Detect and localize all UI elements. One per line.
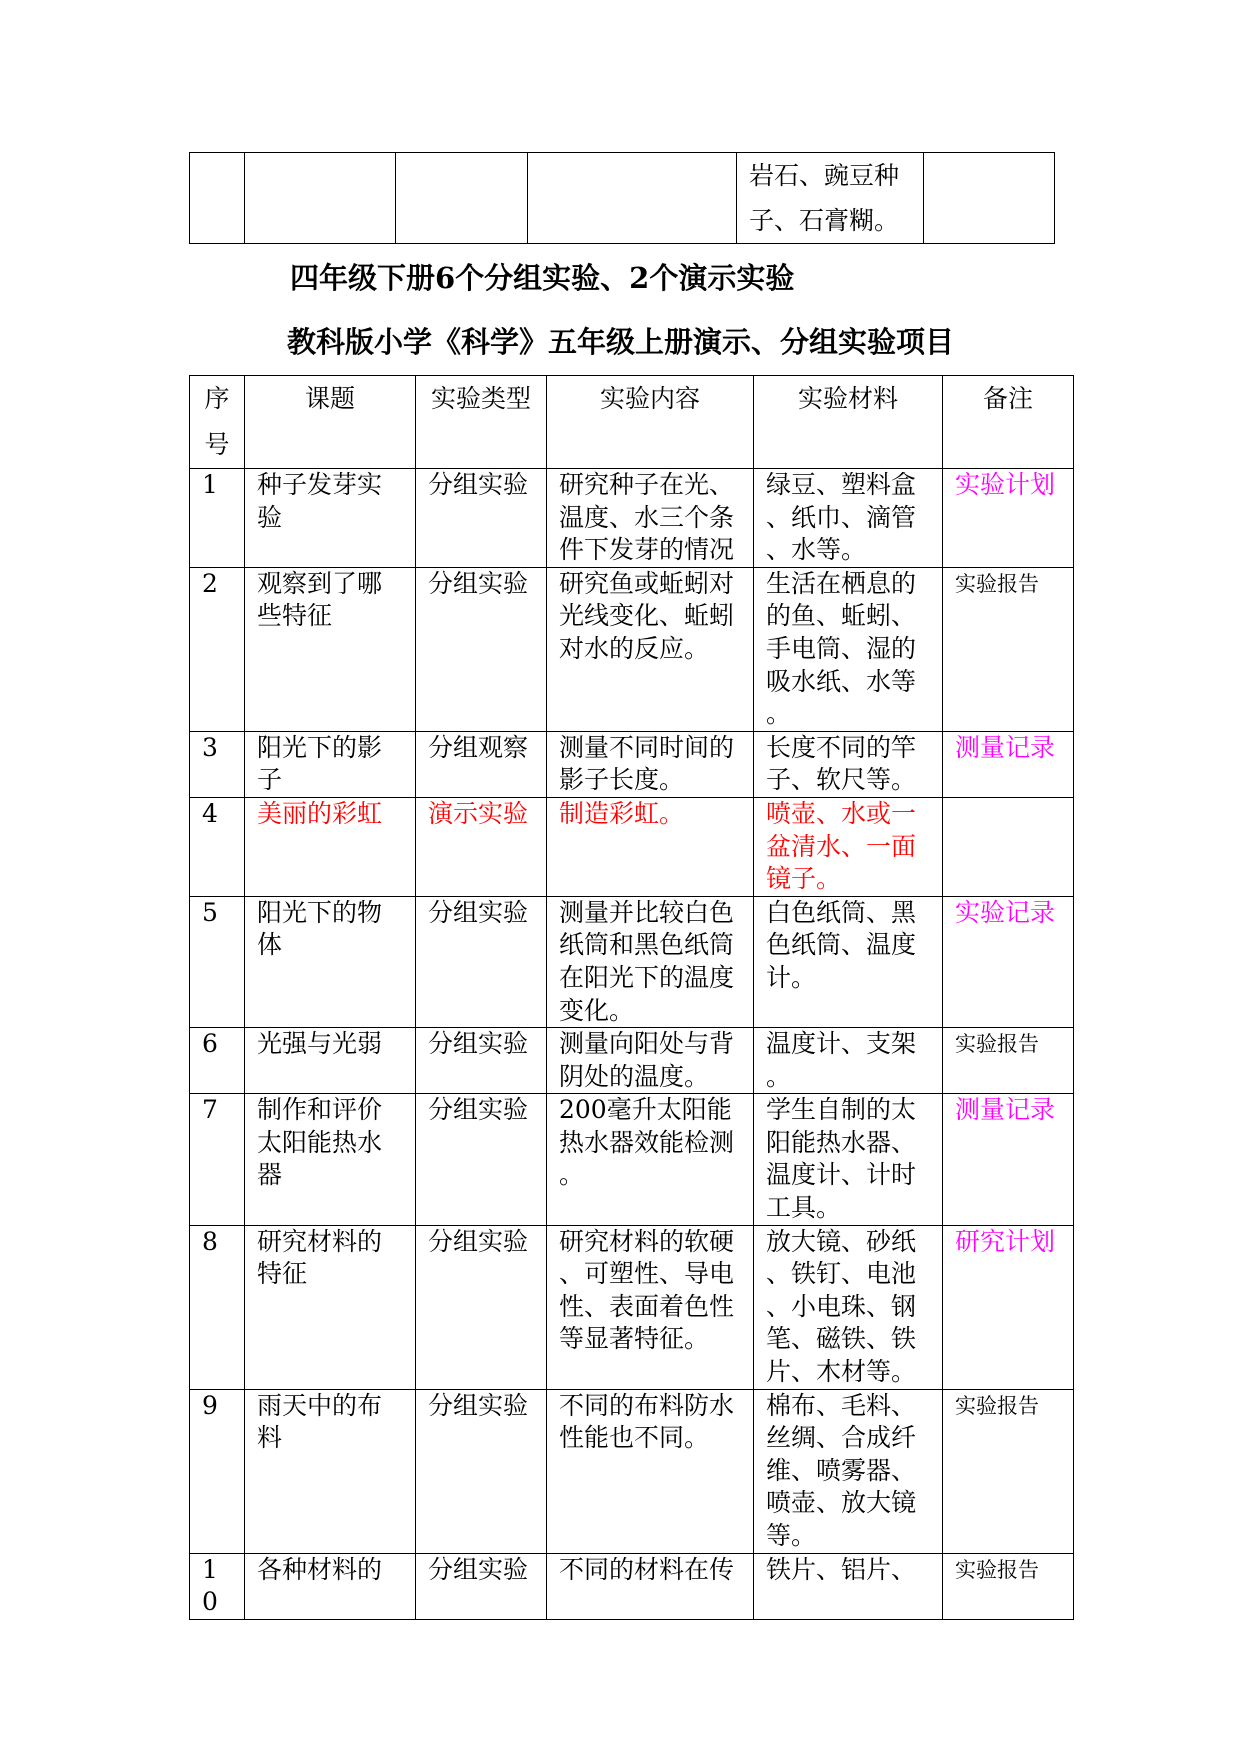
table-row [190,1553,1074,1619]
table-row [190,1225,1074,1389]
experiment-content-cell: 测量并比较白色纸筒和黑色纸筒在阳光下的温度变化。 [547,896,754,1027]
table-row [190,469,1074,568]
remarks-cell: 实验记录 [943,896,1074,1027]
materials-cell: 绿豆、塑料盒、纸巾、滴管、水等。 [754,469,943,568]
header-row [190,376,1074,469]
header-remarks: 备注 [943,376,1074,469]
serial-number-cell: 6 [190,1028,245,1094]
table-row [190,567,1074,731]
experiments-table-body [190,469,1074,1620]
materials-cell: 放大镜、砂纸、铁钉、电池、小电珠、钢笔、磁铁、铁片、木材等。 [754,1225,943,1389]
topic-cell: 种子发芽实验 [245,469,416,568]
experiments-table [189,375,1074,1620]
experiment-type-cell: 分组实验 [416,1094,547,1225]
header-topic: 课题 [245,376,416,469]
remarks-cell: 测量记录 [943,731,1074,797]
topic-cell: 美丽的彩虹 [245,797,416,896]
serial-number-cell: 5 [190,896,245,1027]
remarks-cell: 实验报告 [943,1028,1074,1094]
serial-number-cell: 8 [190,1225,245,1389]
remarks-cell: 测量记录 [943,1094,1074,1225]
serial-number-cell: 7 [190,1094,245,1225]
experiment-type-cell: 分组实验 [416,1028,547,1094]
experiment-type-cell: 分组实验 [416,1225,547,1389]
materials-cell: 铁片、铝片、 [754,1553,943,1619]
serial-number-cell: 10 [190,1553,245,1619]
experiment-content-cell: 不同的材料在传 [547,1553,754,1619]
serial-number-cell: 9 [190,1389,245,1553]
table-cell [245,153,396,244]
topic-cell: 光强与光弱 [245,1028,416,1094]
header-experiment-type: 实验类型 [416,376,547,469]
experiment-content-cell: 制造彩虹。 [547,797,754,896]
table-row [190,797,1074,896]
materials-cell: 生活在栖息的的鱼、蚯蚓、手电筒、湿的吸水纸、水等。 [754,567,943,731]
remarks-cell: 实验计划 [943,469,1074,568]
table-row [190,1094,1074,1225]
experiment-type-cell: 分组实验 [416,1553,547,1619]
materials-cell: 白色纸筒、黑色纸筒、温度计。 [754,896,943,1027]
remarks-cell: 实验报告 [943,1553,1074,1619]
topic-cell: 制作和评价太阳能热水器 [245,1094,416,1225]
table-row [190,1389,1074,1553]
topic-cell: 阳光下的影子 [245,731,416,797]
table-row [190,1028,1074,1094]
experiment-type-cell: 分组实验 [416,567,547,731]
remarks-cell: 实验报告 [943,567,1074,731]
topic-cell: 各种材料的 [245,1553,416,1619]
materials-cell: 喷壶、水或一盆清水、一面镜子。 [754,797,943,896]
experiment-content-cell: 不同的布料防水性能也不同。 [547,1389,754,1553]
continuation-table [189,152,1055,244]
section-heading: 四年级下册6个分组实验、2个演示实验 [290,261,795,295]
materials-cell: 温度计、支架。 [754,1028,943,1094]
header-serial-number: 序号 [190,376,245,469]
experiment-type-cell: 分组实验 [416,469,547,568]
topic-cell: 雨天中的布料 [245,1389,416,1553]
table-cell: 岩石、豌豆种子、石膏糊。 [737,153,924,244]
experiment-content-cell: 研究种子在光、温度、水三个条件下发芽的情况 [547,469,754,568]
topic-cell: 观察到了哪些特征 [245,567,416,731]
topic-cell: 研究材料的特征 [245,1225,416,1389]
table-cell [924,153,1055,244]
experiment-content-cell: 研究材料的软硬、可塑性、导电性、表面着色性等显著特征。 [547,1225,754,1389]
table-cell [396,153,528,244]
table-row [190,731,1074,797]
materials-cell: 长度不同的竿子、软尺等。 [754,731,943,797]
table-cell [190,153,245,244]
experiment-content-cell: 测量向阳处与背阴处的温度。 [547,1028,754,1094]
remarks-cell [943,797,1074,896]
experiment-type-cell: 分组观察 [416,731,547,797]
materials-cell: 学生自制的太阳能热水器、温度计、计时工具。 [754,1094,943,1225]
topic-cell: 阳光下的物体 [245,896,416,1027]
materials-cell: 棉布、毛料、丝绸、合成纤维、喷雾器、喷壶、放大镜等。 [754,1389,943,1553]
experiments-table-header [190,376,1074,469]
remarks-cell: 研究计划 [943,1225,1074,1389]
table-cell [528,153,737,244]
remarks-cell: 实验报告 [943,1389,1074,1553]
table-row [190,896,1074,1027]
experiment-content-cell: 研究鱼或蚯蚓对光线变化、蚯蚓对水的反应。 [547,567,754,731]
serial-number-cell: 3 [190,731,245,797]
experiment-type-cell: 分组实验 [416,1389,547,1553]
serial-number-cell: 1 [190,469,245,568]
header-materials: 实验材料 [754,376,943,469]
table-title: 教科版小学《科学》五年级上册演示、分组实验项目 [286,325,954,359]
continuation-table-body [190,153,1055,244]
experiment-content-cell: 200毫升太阳能热水器效能检测。 [547,1094,754,1225]
experiment-type-cell: 演示实验 [416,797,547,896]
experiment-content-cell: 测量不同时间的影子长度。 [547,731,754,797]
serial-number-cell: 4 [190,797,245,896]
experiment-type-cell: 分组实验 [416,896,547,1027]
serial-number-cell: 2 [190,567,245,731]
table-row [190,153,1055,244]
header-experiment-content: 实验内容 [547,376,754,469]
